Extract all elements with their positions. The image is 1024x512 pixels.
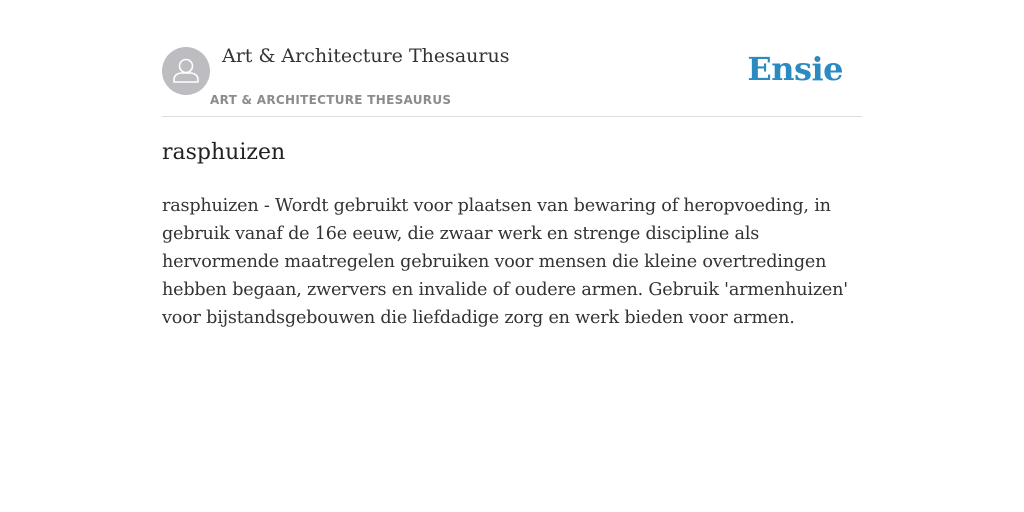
header — [162, 0, 862, 117]
avatar[interactable] — [162, 47, 210, 95]
entry-definition: rasphuizen - Wordt gebruikt voor plaatsen van bewaring of heropvoeding, in gebruik vanaf de 16e eeuw, die zwaar werk en strenge discipline als hervormende maatregelen gebruiken voor mensen die kleine overtredingen hebben begaan, zwervers en invalide of oudere armen. Gebruik 'armenhuizen' voor bijstandsgebouwen die liefdadige zorg en werk bieden voor armen. — [162, 196, 848, 328]
user-icon — [162, 47, 210, 95]
brand-logo[interactable]: Ensie — [747, 50, 843, 88]
source-subtitle: ART & ARCHITECTURE THESAURUS — [210, 93, 452, 107]
entry-title: rasphuizen — [162, 140, 286, 165]
source-title-link[interactable]: Art & Architecture Thesaurus — [222, 45, 510, 67]
